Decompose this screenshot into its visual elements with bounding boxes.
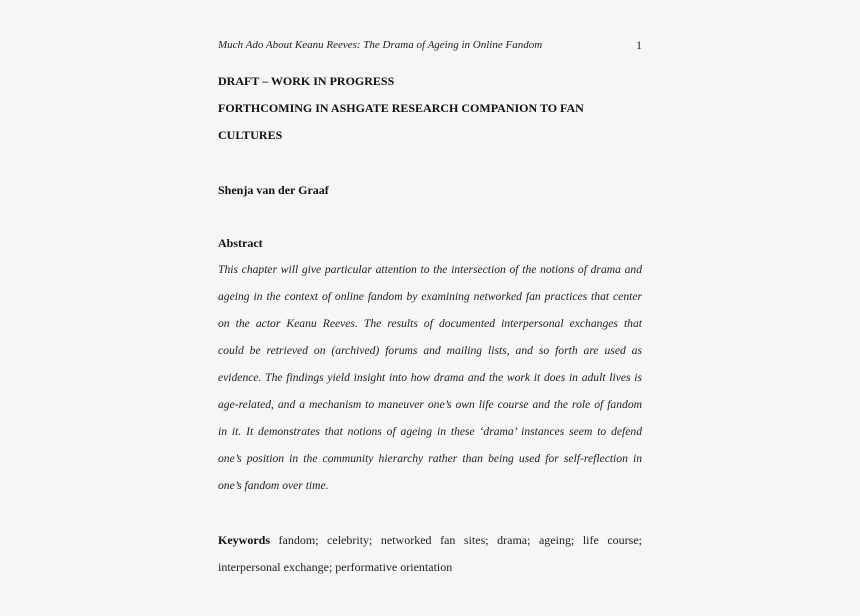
abstract-heading: Abstract	[218, 236, 263, 250]
abstract-line: This chapter will give particular attention to the intersection of the notions of drama and	[218, 263, 642, 276]
abstract-line: evidence. The findings yield insight into how drama and the work it does in adult lives is	[218, 371, 642, 384]
abstract-line: could be retrieved on (archived) forums and mailing lists, and so forth are used as	[218, 344, 642, 357]
page-number: 1	[636, 38, 642, 52]
author-name: Shenja van der Graaf	[218, 183, 329, 197]
abstract-line: one’s position in the community hierarchy rather than being used for self-reflection in	[218, 452, 642, 465]
running-header-title: Much Ado About Keanu Reeves: The Drama of Ageing in Online Fandom	[218, 39, 543, 51]
forthcoming-line-2: CULTURES	[218, 128, 283, 142]
abstract-line: age-related, and a mechanism to maneuver one’s own life course and the role of fandom	[218, 398, 642, 411]
keywords-line-2: interpersonal exchange; performative orientation	[218, 560, 453, 574]
forthcoming-line-1: FORTHCOMING IN ASHGATE RESEARCH COMPANION TO FAN	[218, 101, 584, 115]
abstract-line: on the actor Keanu Reeves. The results of documented interpersonal exchanges that	[218, 317, 642, 330]
abstract-line: in it. It demonstrates that notions of ageing in these ‘drama’ instances seem to defend	[218, 425, 642, 438]
keywords-text: fandom; celebrity; networked fan sites; drama; ageing; life course;	[278, 533, 642, 547]
keywords-line-1	[218, 533, 642, 548]
keywords-label: Keywords	[218, 533, 270, 547]
draft-status: DRAFT – WORK IN PROGRESS	[218, 74, 395, 88]
abstract-line: one’s fandom over time.	[218, 479, 329, 492]
abstract-line: ageing in the context of online fandom by examining networked fan practices that center	[218, 290, 642, 303]
